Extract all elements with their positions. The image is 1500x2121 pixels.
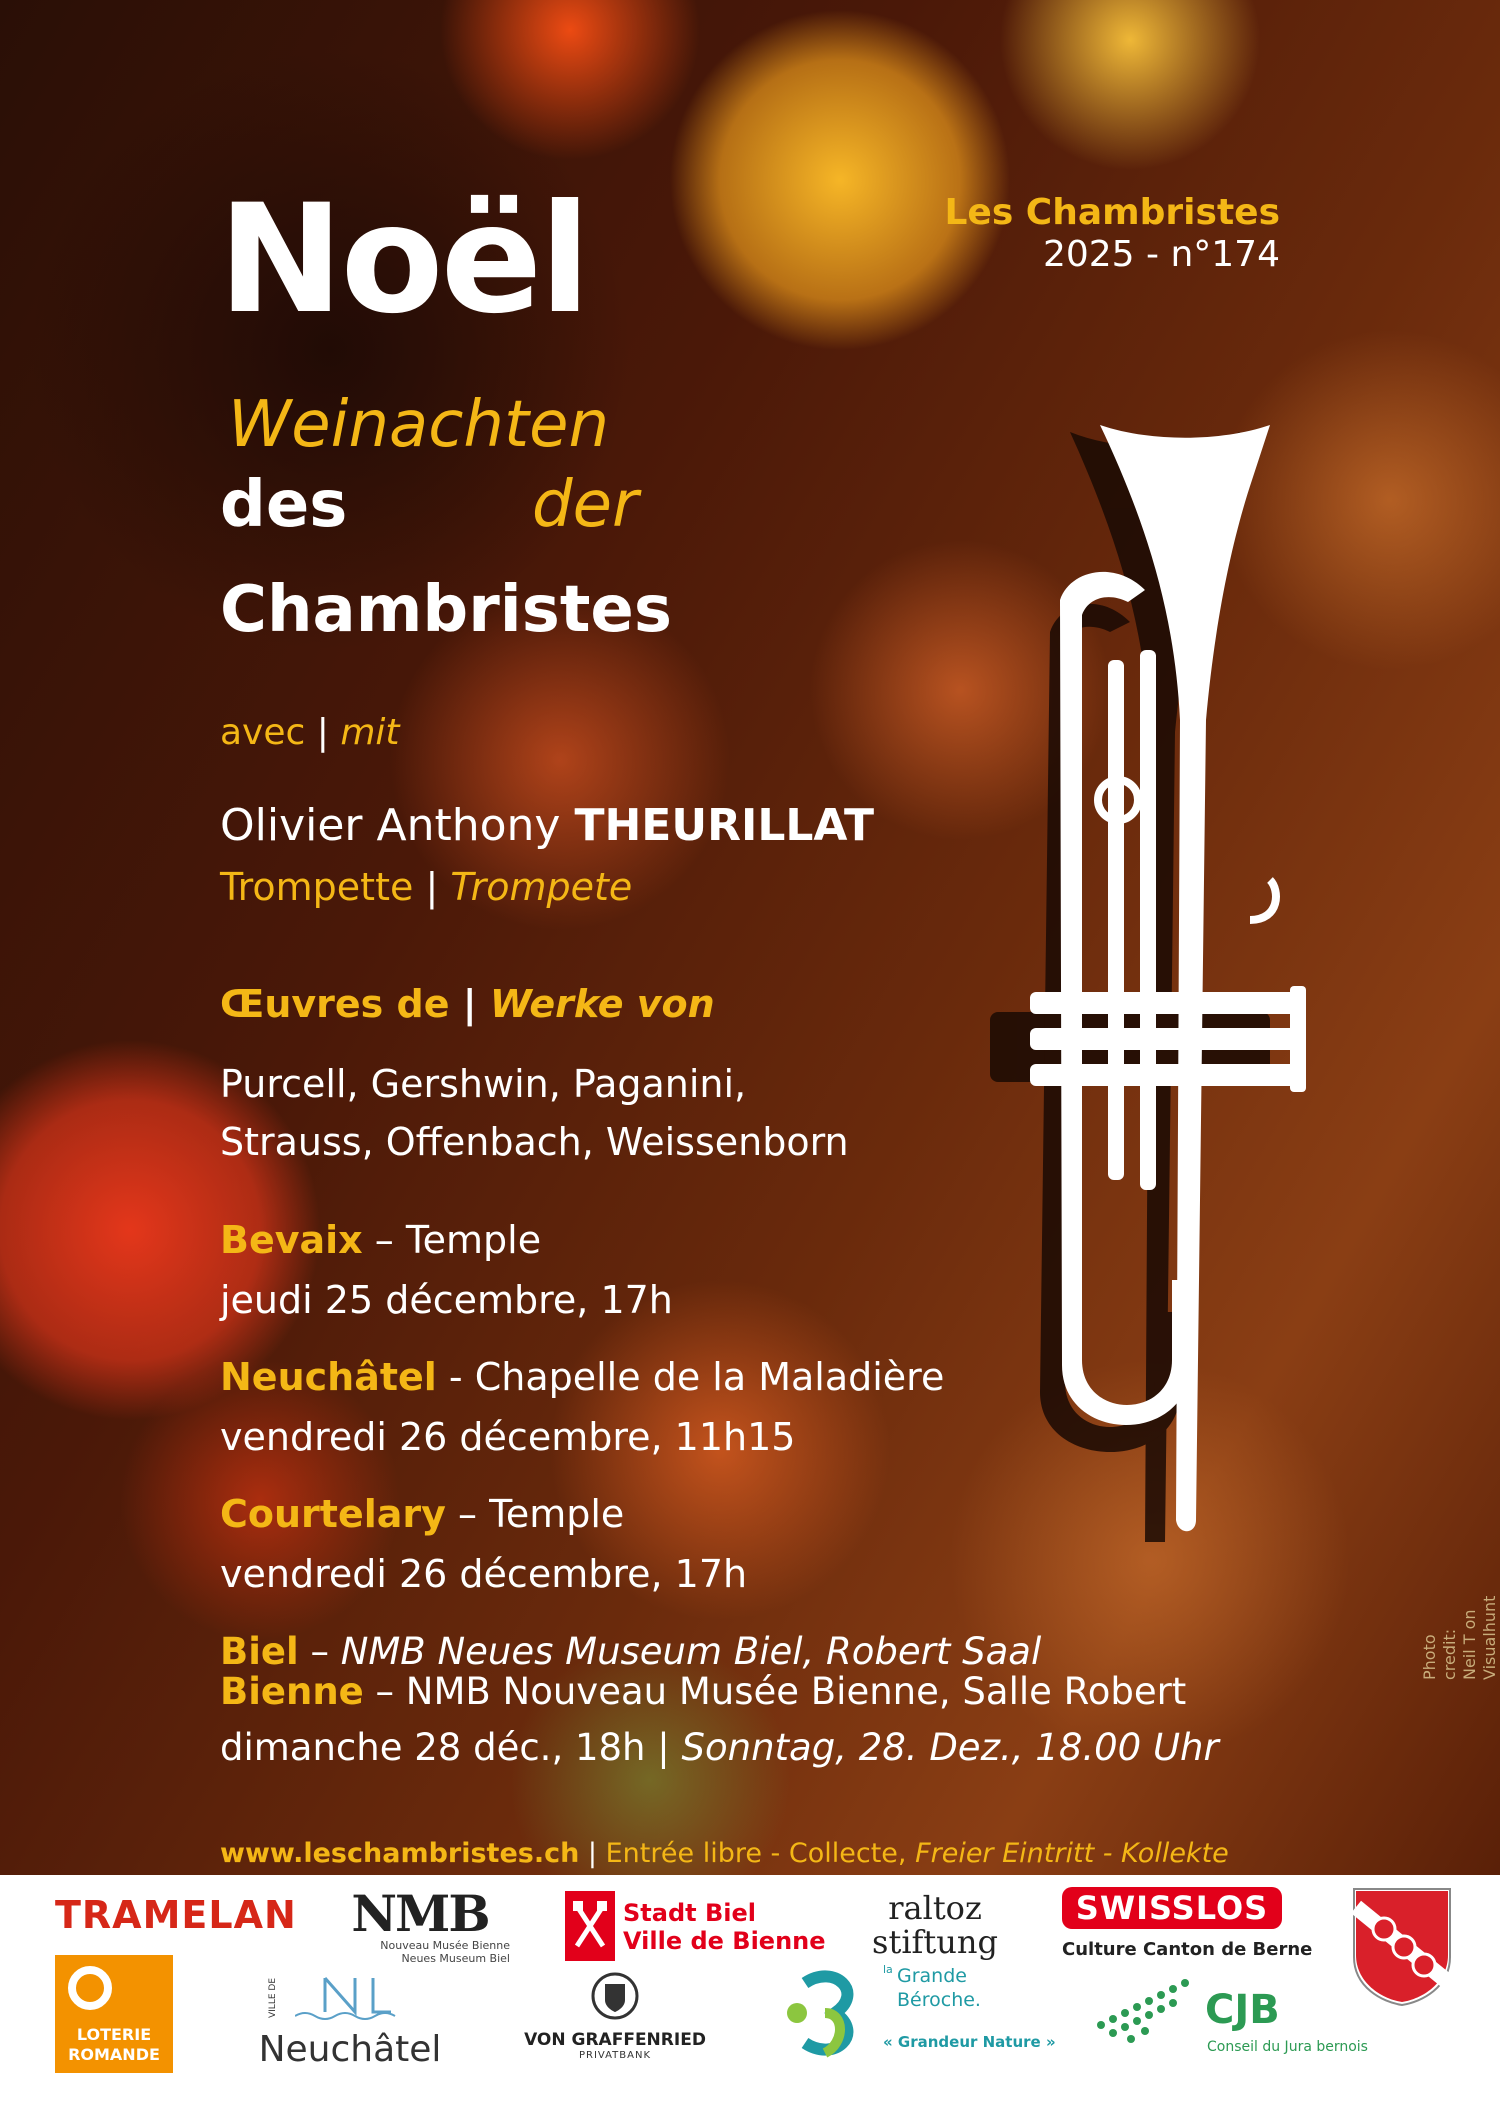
- concert-city: Courtelary: [220, 1492, 446, 1536]
- footer-separator: |: [587, 1838, 598, 1869]
- concert-venue: Temple: [405, 1218, 542, 1262]
- cjb-dots-icon: [1095, 1975, 1215, 2045]
- biel-text-2: Ville de Bienne: [623, 1927, 826, 1955]
- photo-credit-label: Photo credit:: [1420, 1628, 1459, 1680]
- works-heading: [220, 982, 715, 1026]
- concert-date: vendredi 26 décembre, 17h: [220, 1552, 748, 1596]
- concert-location: [220, 1218, 541, 1262]
- performer-name: [220, 800, 874, 851]
- concert-dash: -: [448, 1355, 463, 1399]
- title-der: der: [532, 468, 639, 542]
- concert-location: [220, 1355, 944, 1399]
- series-issue: 2025 - n°174: [1042, 234, 1280, 275]
- works-composers-2: Strauss, Offenbach, Weissenborn: [220, 1120, 849, 1164]
- title-des: des: [220, 468, 348, 542]
- biel-fr-line: [220, 1670, 1186, 1713]
- instrument-fr: Trompette: [220, 865, 414, 909]
- raltoz-text-2: stiftung: [872, 1923, 998, 1961]
- concert-date: jeudi 25 décembre, 17h: [220, 1278, 673, 1322]
- swisslos-logo: [1062, 1887, 1313, 1960]
- beroche-emblem-icon: [775, 1963, 875, 2063]
- concert-city: Neuchâtel: [220, 1355, 437, 1399]
- entry-fr: Entrée libre - Collecte,: [605, 1838, 907, 1869]
- instrument-separator: |: [425, 865, 439, 909]
- raltoz-logo: [860, 1891, 1010, 1959]
- graffenried-sub: PRIVATBANK: [578, 2050, 652, 2061]
- trumpet-silhouette: [990, 420, 1330, 1560]
- biel-venue-fr: NMB Nouveau Musée Bienne, Salle Robert: [405, 1670, 1187, 1713]
- beroche-text-3: « Grandeur Nature »: [883, 2033, 1056, 2051]
- neuchatel-logo: [240, 1970, 460, 2070]
- website-link[interactable]: www.leschambristes.ch: [220, 1838, 580, 1869]
- concert-location: [220, 1492, 624, 1536]
- title-noel: Noël: [218, 173, 588, 347]
- cjb-text: CJB: [1205, 1987, 1280, 2033]
- biel-de-line: [220, 1630, 1041, 1673]
- concert-dash: –: [458, 1492, 477, 1536]
- nmb-sub-fr: Nouveau Musée Bienne: [380, 1939, 510, 1952]
- concert-venue: Chapelle de la Maladière: [474, 1355, 945, 1399]
- cjb-sub: Conseil du Jura bernois: [1207, 2039, 1368, 2055]
- performer-first-names: Olivier Anthony: [220, 800, 561, 851]
- works-label-fr: Œuvres de: [220, 982, 450, 1026]
- entry-de: Freier Eintritt - Kollekte: [915, 1838, 1229, 1869]
- loterie-circle-icon: [65, 1963, 115, 2013]
- swisslos-badge: SWISSLOS: [1062, 1887, 1282, 1929]
- concert-date: vendredi 26 décembre, 11h15: [220, 1415, 796, 1459]
- biel-date-de: Sonntag, 28. Dez., 18.00 Uhr: [681, 1726, 1219, 1769]
- nmb-text: NMB: [351, 1884, 489, 1943]
- sponsor-logos: [0, 1875, 1500, 2121]
- biel-city-de: Biel: [220, 1630, 299, 1673]
- graffenried-text: VON GRAFFENRIED: [524, 2030, 706, 2050]
- biel-dash: –: [310, 1630, 329, 1673]
- cjb-logo: [1095, 1975, 1375, 2075]
- biel-text-1: Stadt Biel: [623, 1899, 756, 1927]
- avec-label: avec: [220, 712, 306, 753]
- beroche-la: la: [883, 1963, 893, 1976]
- concert-venue: Temple: [489, 1492, 625, 1536]
- loterie-romande-logo: [55, 1955, 173, 2073]
- graffenried-crest-icon: [587, 1970, 643, 2022]
- performer-last-name: THEURILLAT: [574, 800, 875, 851]
- graffenried-logo: [520, 1970, 710, 2061]
- concert-city: Bevaix: [220, 1218, 363, 1262]
- title-chambristes: Chambristes: [220, 573, 672, 647]
- beroche-text-2: Béroche.: [897, 1989, 981, 2011]
- tramelan-logo: [55, 1893, 297, 1937]
- loterie-text-1: LOTERIE: [76, 2025, 152, 2044]
- avec-separator: |: [316, 712, 329, 753]
- nmb-sub-de: Neues Museum Biel: [401, 1952, 510, 1965]
- biel-axes-icon: [565, 1891, 615, 1961]
- neuchatel-emblem-icon: [295, 1970, 405, 2026]
- biel-venue-de: NMB Neues Museum Biel, Robert Saal: [340, 1630, 1042, 1673]
- biel-date-separator: |: [657, 1726, 670, 1769]
- loterie-text-2: ROMANDE: [68, 2045, 160, 2064]
- neuchatel-small: VILLE DE: [268, 1977, 278, 2018]
- performer-instrument: [220, 865, 632, 909]
- raltoz-text-1: raltoz: [888, 1889, 982, 1927]
- neuchatel-text: Neuchâtel: [258, 2029, 442, 2070]
- works-label-de: Werke von: [489, 982, 715, 1026]
- with-line: [220, 712, 400, 753]
- nmb-logo: [330, 1884, 510, 1965]
- series-header: [944, 192, 1280, 276]
- beroche-text-1: Grande: [897, 1965, 967, 1987]
- biel-city-fr: Bienne: [220, 1670, 364, 1713]
- mit-label: mit: [340, 712, 400, 753]
- works-composers-1: Purcell, Gershwin, Paganini,: [220, 1062, 747, 1106]
- works-separator: |: [462, 982, 477, 1026]
- instrument-de: Trompete: [450, 865, 633, 909]
- photo-credit-author: Neil T on Visualhunt: [1460, 1595, 1499, 1680]
- photo-credit: [1420, 1596, 1500, 1680]
- tramelan-text: TRAMELAN: [55, 1893, 297, 1937]
- grande-beroche-logo: [775, 1963, 1055, 2073]
- biel-date-line: [220, 1726, 1219, 1769]
- series-name: Les Chambristes: [944, 192, 1280, 233]
- biel-date-fr: dimanche 28 déc., 18h: [220, 1726, 646, 1769]
- concert-dash: –: [374, 1218, 394, 1262]
- biel-dash: –: [375, 1670, 395, 1713]
- title-weinachten: Weinachten: [228, 388, 609, 462]
- swisslos-sub: Culture Canton de Berne: [1062, 1939, 1313, 1960]
- footer-info: [220, 1838, 1229, 1869]
